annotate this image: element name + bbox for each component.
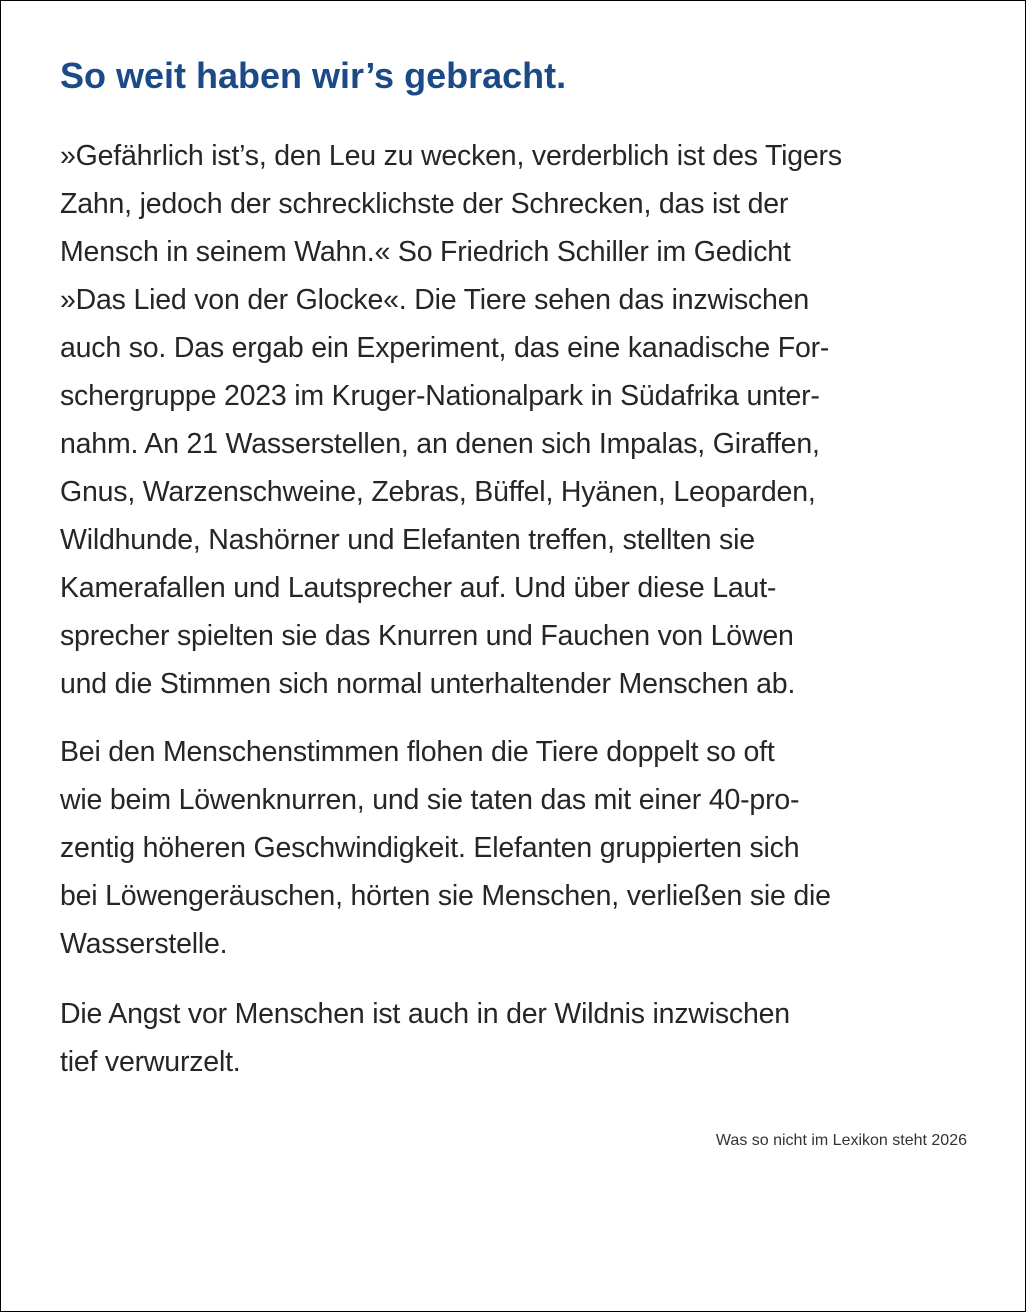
text-line: Gnus, Warzenschweine, Zebras, Büffel, Hyänen, Leoparden,: [60, 476, 816, 508]
text-line: Wasserstelle.: [60, 928, 228, 960]
text-line: Bei den Menschenstimmen flohen die Tiere doppelt so oft: [60, 736, 775, 768]
paragraph-2: [60, 728, 831, 968]
text-line: und die Stimmen sich normal unterhaltender Menschen ab.: [60, 668, 796, 700]
text-line: Wildhunde, Nashörner und Elefanten treffen, stellten sie: [60, 524, 755, 556]
page-title: So weit haben wir’s gebracht.: [60, 55, 567, 96]
text-line: sprecher spielten sie das Knurren und Fauchen von Löwen: [60, 620, 794, 652]
text-line: wie beim Löwenknurren, und sie taten das mit einer 40-pro-: [60, 784, 800, 816]
text-line: Die Angst vor Menschen ist auch in der Wildnis inzwischen: [60, 998, 790, 1030]
text-line: bei Löwengeräuschen, hörten sie Menschen, verließen sie die: [60, 880, 831, 912]
text-line: zentig höheren Geschwindigkeit. Elefanten gruppierten sich: [60, 832, 800, 864]
paragraph-3: [60, 990, 790, 1086]
text-line: schergruppe 2023 im Kruger-Nationalpark in Südafrika unter-: [60, 380, 820, 412]
text-line: Mensch in seinem Wahn.« So Friedrich Schiller im Gedicht: [60, 236, 791, 268]
text-line: Kamerafallen und Lautsprecher auf. Und über diese Laut-: [60, 572, 777, 604]
text-line: »Gefährlich ist’s, den Leu zu wecken, verderblich ist des Tigers: [60, 140, 842, 172]
text-line: nahm. An 21 Wasserstellen, an denen sich Impalas, Giraffen,: [60, 428, 820, 460]
paragraph-1: [60, 132, 842, 708]
text-line: auch so. Das ergab ein Experiment, das eine kanadische For-: [60, 332, 830, 364]
text-line: Zahn, jedoch der schrecklichste der Schrecken, das ist der: [60, 188, 789, 220]
text-line: tief verwurzelt.: [60, 1046, 241, 1078]
text-line: »Das Lied von der Glocke«. Die Tiere sehen das inzwischen: [60, 284, 810, 316]
source-footer: Was so nicht im Lexikon steht 2026: [715, 1132, 967, 1149]
